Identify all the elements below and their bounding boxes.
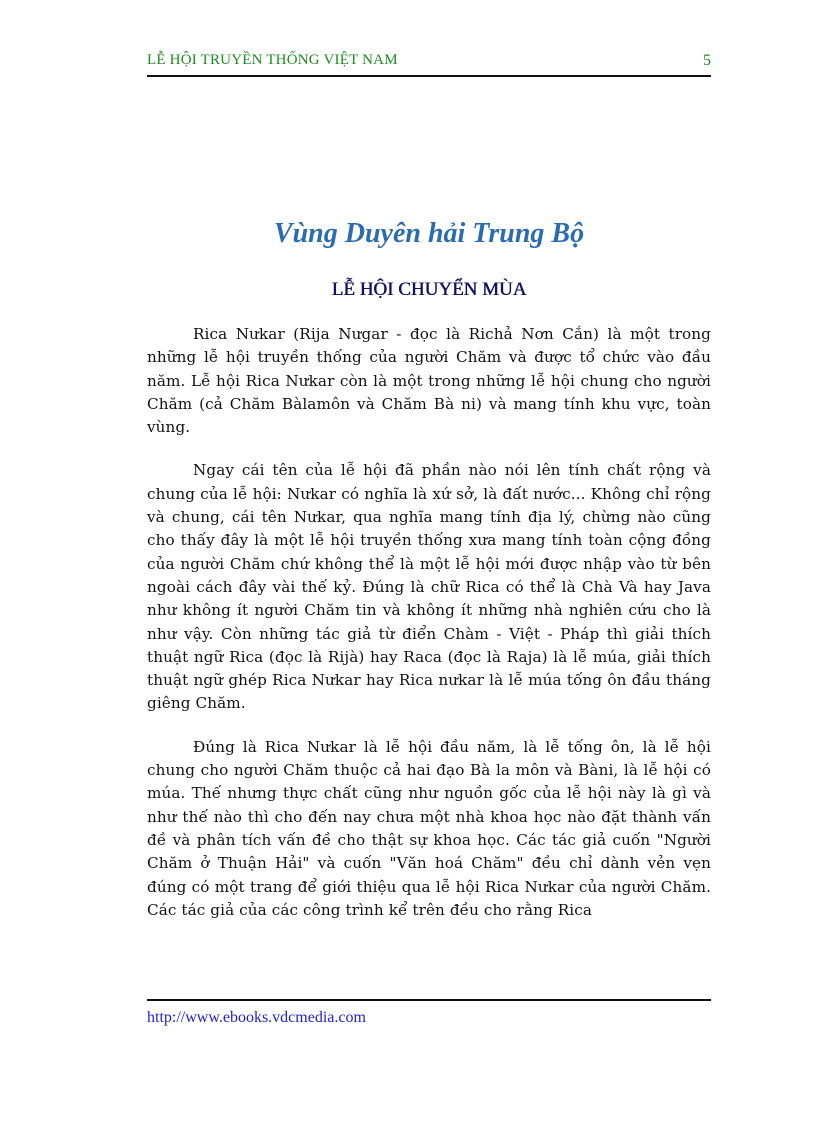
footer-divider [147,999,711,1001]
section-title: Vùng Duyên hải Trung Bộ [273,218,585,249]
header-divider [147,75,711,77]
paragraph: Ngay cái tên của lễ hội đã phần nào nói lên tính chất rộng và chung của lễ hội: Nưkar có nghĩa là xứ sở, là đất nước... Không chỉ rộng và chung, cái tên Nưkar, qua nghĩa mang tính địa lý, chừng nào cũng cho thấy đây là một lễ hội truyền thống xưa mang tính toàn cộng đồng của người Chăm chứ không thể là một lễ hội mới được nhập vào từ bên ngoài cách đây vài thế kỷ. Đúng là chữ Rica có thể là Chà Và hay Java như không ít người Chăm tin và không ít những nhà nghiên cứu cho là như vậy. Còn những tác giả từ điển Chàm - Việt - Pháp thì giải thích thuật ngữ Rica (đọc là Rijà) hay Raca (đọc là Raja) là lễ múa, giải thích thuật ngữ ghép Rica Nưkar hay Rica nưkar là lễ múa tống ôn đầu tháng giêng Chăm. [147,461,711,713]
festival-title: LỄ HỘI CHUYỂN MÙA [331,279,527,300]
footer-website-link[interactable]: http://www.ebooks.vdcmedia.com [147,1009,366,1026]
page-number: 5 [703,52,711,69]
page-header [147,52,711,74]
running-header-title: LỄ HỘI TRUYỀN THỐNG VIỆT NAM [147,52,398,68]
paragraph: Rica Nưkar (Rija Nưgar - đọc là Richả Nơn Cắn) là một trong những lễ hội truyền thống của người Chăm và được tổ chức vào đầu năm. Lễ hội Rica Nưkar còn là một trong những lễ hội chung cho người Chăm (cả Chăm Bàlamôn và Chăm Bà ni) và mang tính khu vực, toàn vùng. [147,325,711,437]
body-text [147,323,711,942]
paragraph: Đúng là Rica Nưkar là lễ hội đầu năm, là lễ tống ôn, là lễ hội chung cho người Chăm thuộc cả hai đạo Bà la môn và Bàni, là lễ hội có múa. Thế nhưng thực chất cũng như nguồn gốc của lễ hội này là gì và như thế nào thì cho đến nay chưa một nhà khoa học nào đặt thành vấn đề và phân tích vấn đề cho thật sự khoa học. Các tác giả cuốn "Người Chăm ở Thuận Hải" và cuốn "Văn hoá Chăm" đều chỉ dành vẻn vẹn đúng có một trang để giới thiệu qua lễ hội Rica Nưkar của người Chăm. Các tác giả của các công trình kể trên đều cho rằng Rica [147,737,711,919]
